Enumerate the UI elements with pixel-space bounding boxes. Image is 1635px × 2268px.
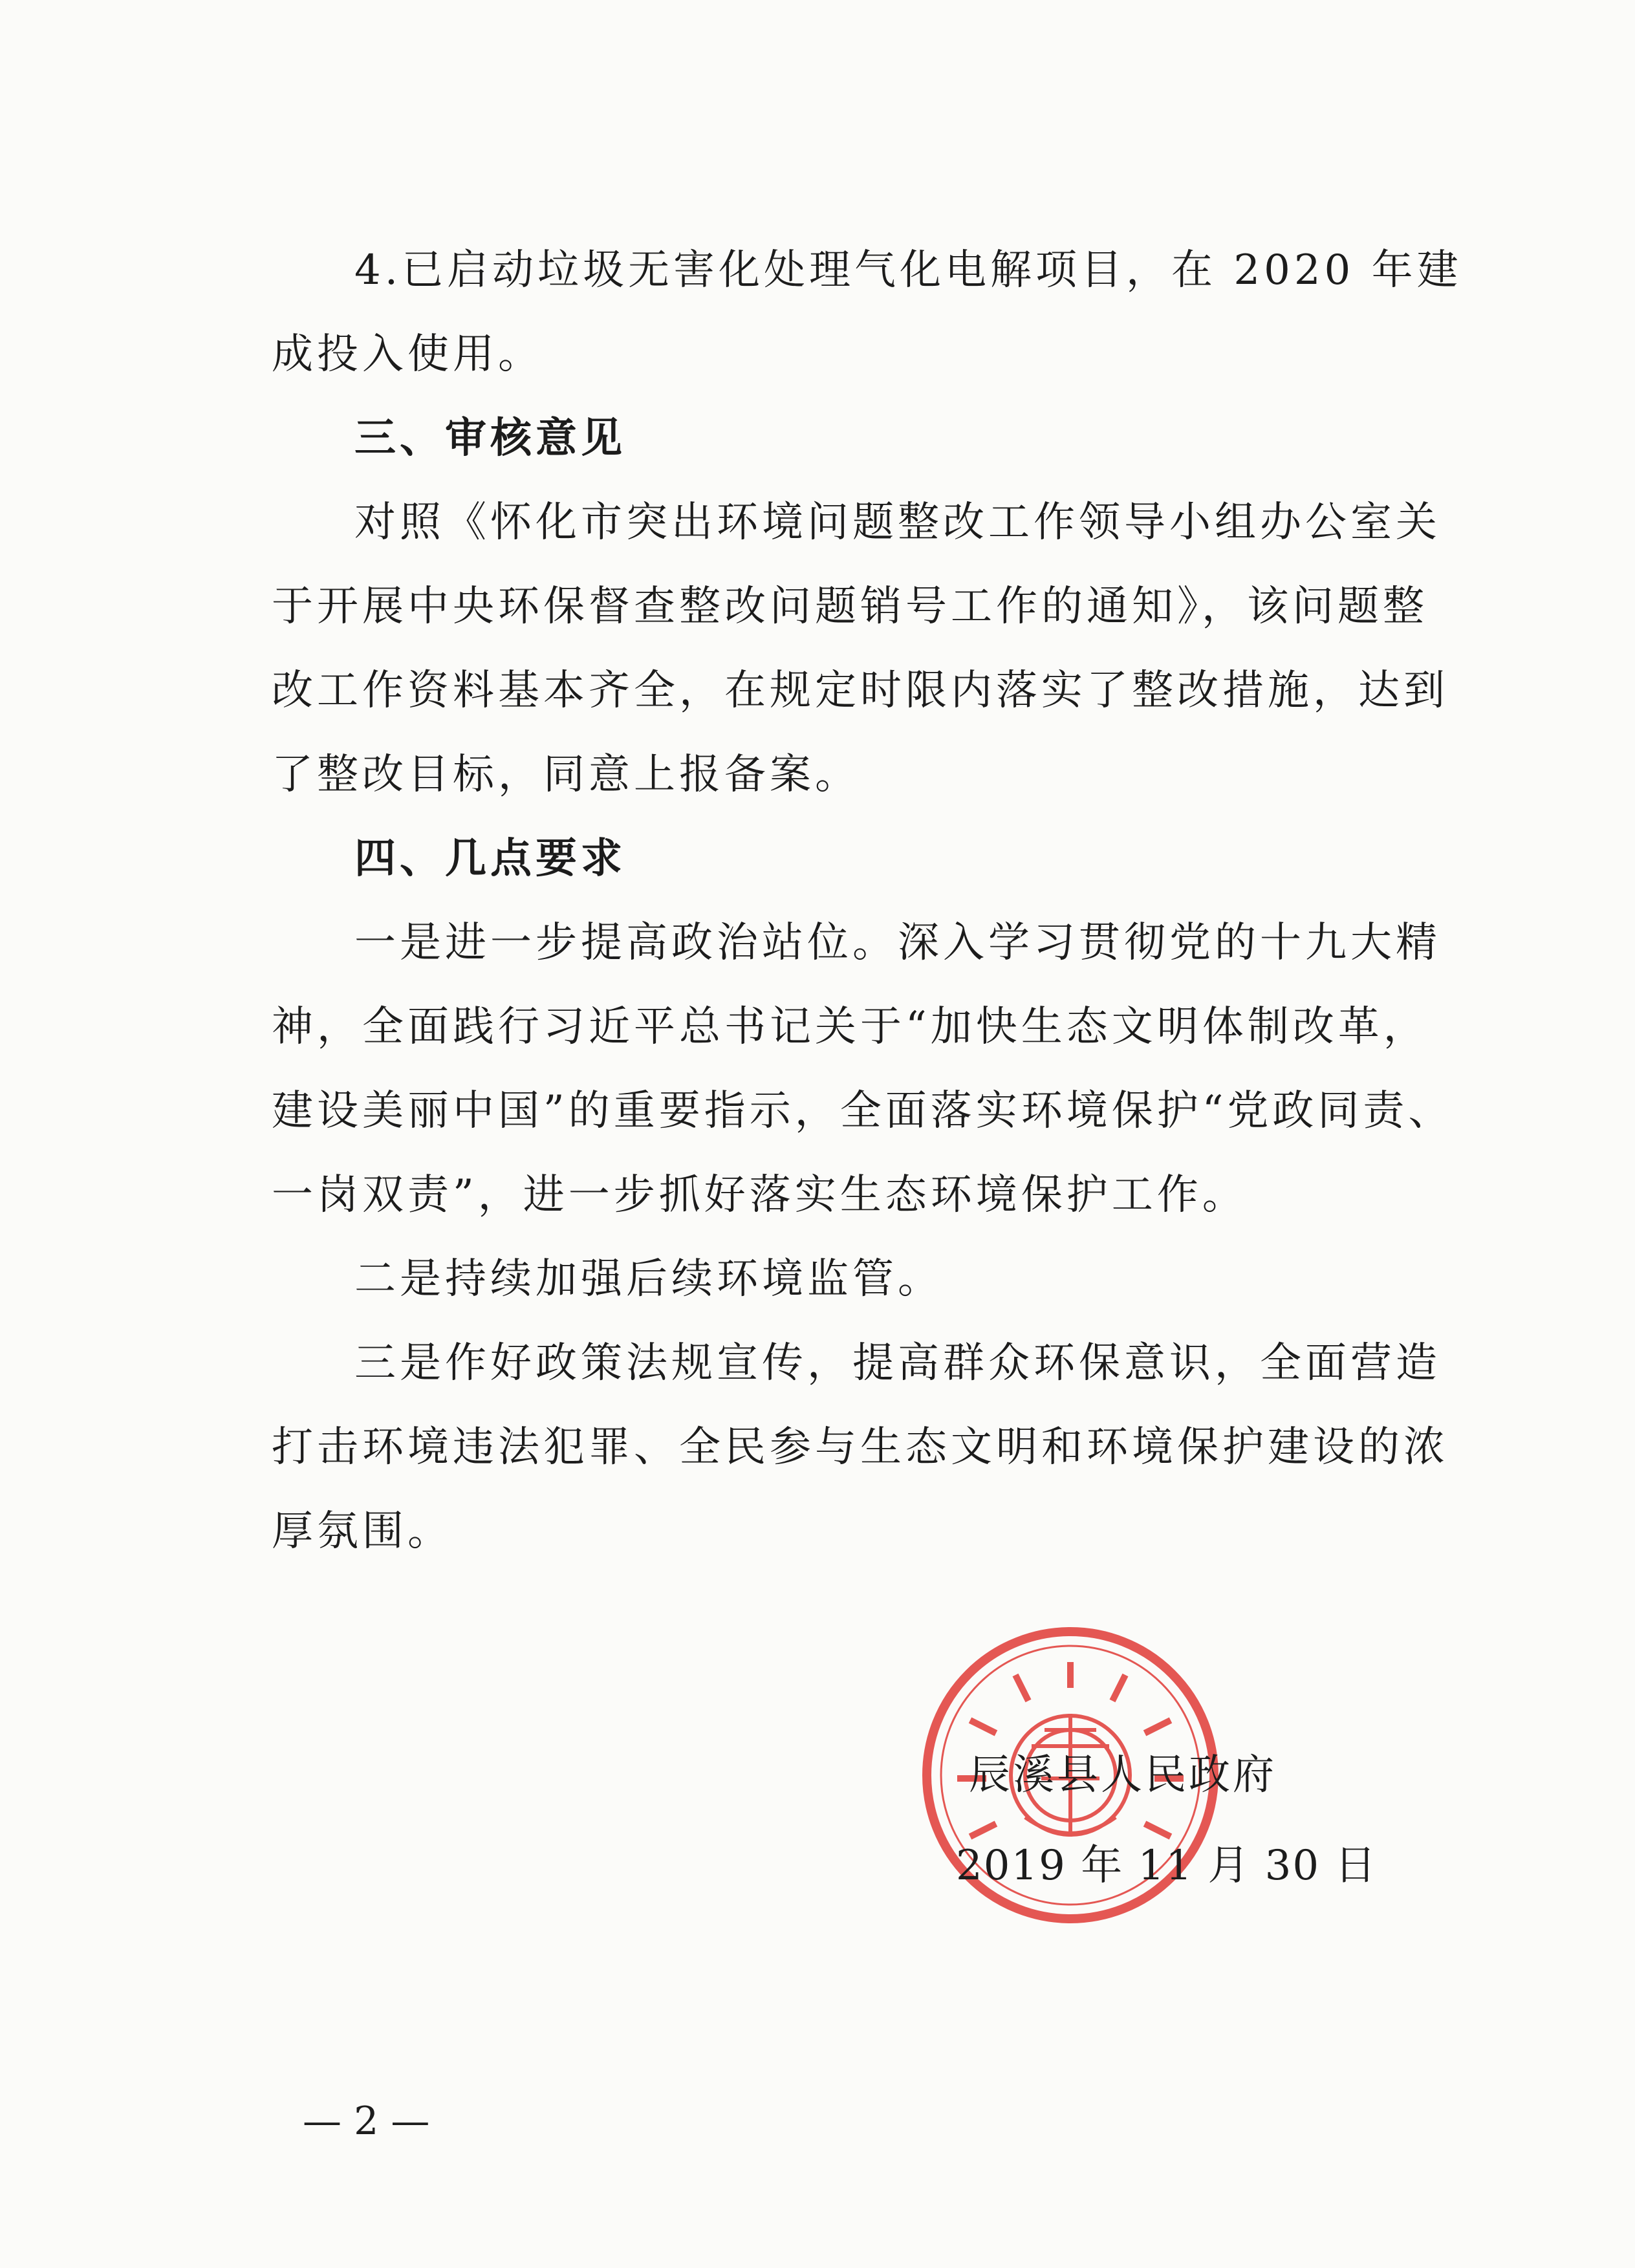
body-line-2: 成投入使用。 (272, 330, 543, 378)
body-line-14: 三是作好政策法规宣传，提高群众环保意识，全面营造 (354, 1339, 1441, 1387)
body-line-16: 厚氛围。 (272, 1507, 453, 1555)
body-line-6: 改工作资料基本齐全，在规定时限内落实了整改措施，达到 (272, 667, 1449, 715)
body-line-9: 一是进一步提高政治站位。深入学习贯彻党的十九大精 (354, 919, 1441, 967)
body-line-5: 于开展中央环保督查整改问题销号工作的通知》，该问题整 (272, 583, 1428, 631)
body-line-7: 了整改目标，同意上报备案。 (272, 751, 860, 799)
section-heading-requirements: 四、几点要求 (354, 835, 626, 883)
issue-date: 2019 年 11 月 30 日 (956, 1842, 1378, 1890)
body-line-15: 打击环境违法犯罪、全民参与生态文明和环境保护建设的浓 (272, 1423, 1449, 1471)
body-line-11: 建设美丽中国”的重要指示，全面落实环境保护“党政同责、 (272, 1087, 1454, 1135)
body-line-1: 4.已启动垃圾无害化处理气化电解项目，在 2020 年建 (354, 246, 1462, 294)
body-line-4: 对照《怀化市突出环境问题整改工作领导小组办公室关 (354, 499, 1441, 546)
body-line-13: 二是持续加强后续环境监管。 (354, 1255, 943, 1303)
body-line-10: 神，全面践行习近平总书记关于“加快生态文明体制改革， (272, 1003, 1429, 1051)
section-heading-review-opinion: 三、审核意见 (354, 415, 626, 462)
issuing-organization: 辰溪县人民政府 (969, 1751, 1277, 1799)
page-number: — 2 — (303, 2099, 430, 2144)
body-line-12: 一岗双责”，进一步抓好落实生态环境保护工作。 (272, 1171, 1248, 1219)
